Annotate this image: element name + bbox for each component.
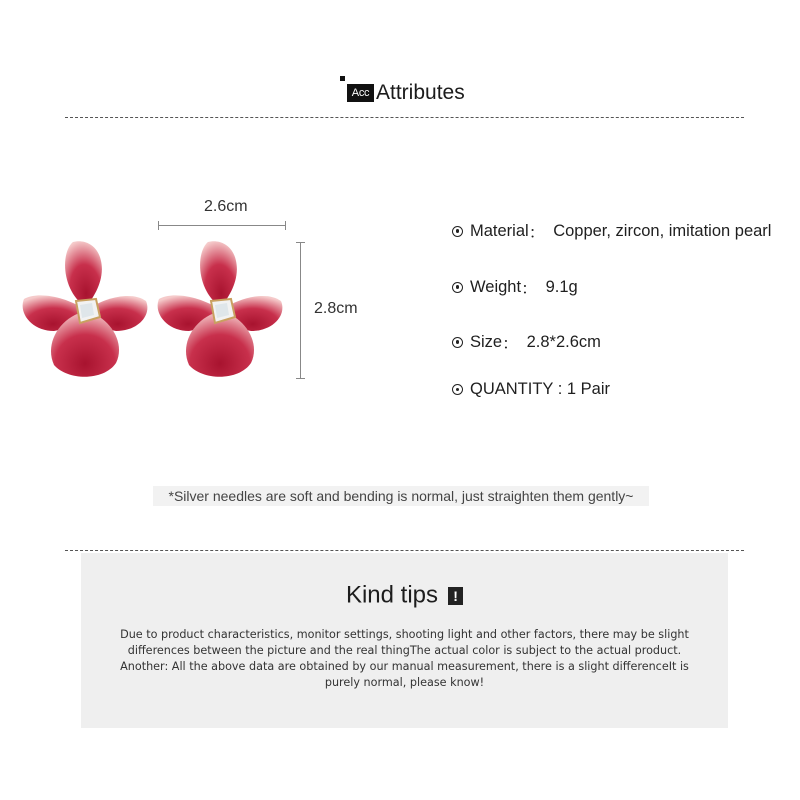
attr-material (452, 219, 771, 243)
attr-label: Weight (470, 277, 522, 296)
tips-body: Due to product characteristics, monitor settings, shooting light and other factors, there may be slight differences between the picture and the real thingThe actual color is subject to the actual product. Another: All the above data are obtained by our manual measurement, there is a slight differenceIt is purely normal, please know! (120, 628, 689, 689)
bullet-icon (452, 226, 463, 237)
earring-image-left (20, 238, 152, 380)
height-tick-bottom (296, 378, 305, 379)
width-tick-left (158, 221, 159, 230)
bullet-icon (452, 282, 463, 293)
tips-title: Kind tips (345, 581, 439, 609)
divider-top (65, 117, 744, 118)
attr-value: 2.8*2.6cm (526, 332, 601, 351)
attr-value: Copper, zircon, imitation pearl (553, 221, 772, 240)
height-tick-top (296, 242, 305, 243)
exclamation-icon: ! (448, 587, 463, 605)
attr-label: QUANTITY : 1 Pair (470, 380, 610, 398)
attr-size (452, 330, 601, 354)
kind-tips-panel (81, 553, 728, 728)
attr-sep: ： (528, 224, 546, 242)
width-label: 2.6cm (204, 198, 248, 215)
divider-bottom (65, 550, 744, 551)
attr-value: 9.1g (545, 277, 578, 296)
height-line (300, 242, 301, 379)
header-dot (340, 76, 345, 81)
height-label: 2.8cm (314, 300, 358, 317)
header-badge: Acc (347, 84, 374, 102)
attr-sep: ： (521, 280, 538, 298)
bullet-icon (452, 384, 463, 395)
attr-sep: ： (502, 335, 519, 353)
tips-title-row (81, 581, 728, 610)
earring-image-right (155, 238, 287, 380)
bullet-icon (452, 337, 463, 348)
attr-label: Material (470, 221, 529, 240)
attr-quantity (452, 380, 610, 399)
width-line (158, 225, 286, 226)
attr-weight (452, 275, 578, 299)
width-tick-right (285, 221, 286, 230)
attr-label: Size (470, 332, 503, 351)
section-title: Attributes (376, 81, 465, 104)
needle-note: *Silver needles are soft and bending is normal, just straighten them gently~ (153, 486, 649, 506)
